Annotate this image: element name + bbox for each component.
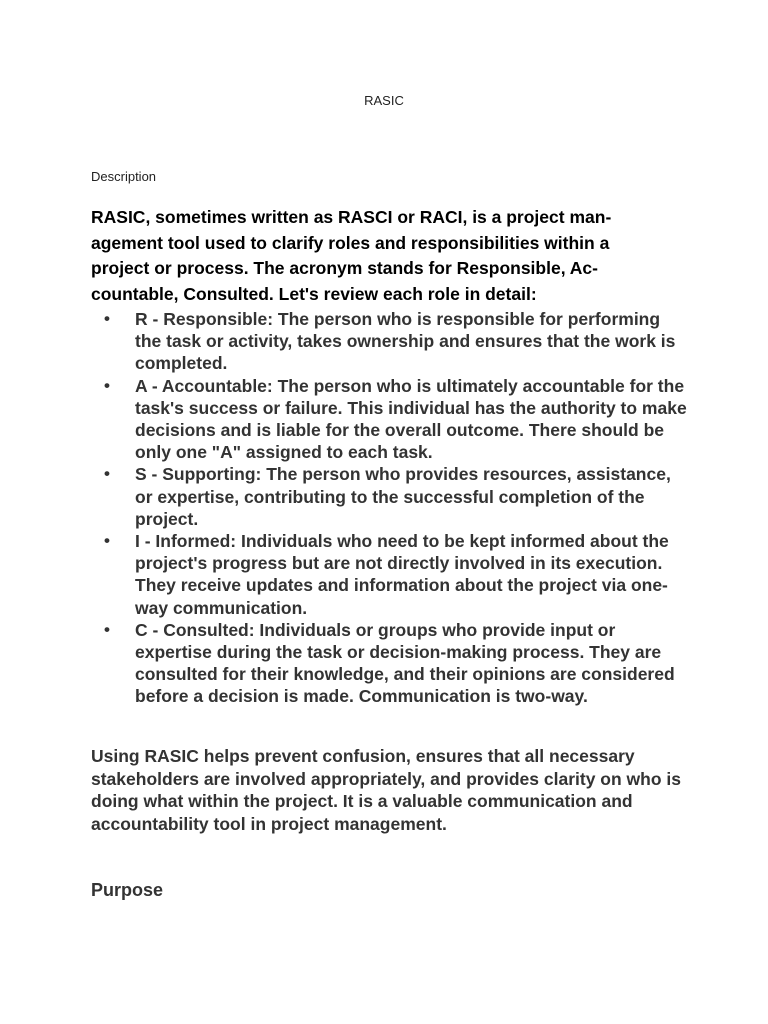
purpose-heading: Purpose xyxy=(91,880,164,900)
document-title: RASIC xyxy=(364,93,404,108)
bullet-marker: • xyxy=(104,619,110,639)
section-label-description: Description xyxy=(91,169,157,184)
role-text: C - Consulted: Individuals or groups who provide input or expertise during the task or decision-making process. They are consulted for their knowledge, and their opinions are considered before a decision is made. Communication is two-way. xyxy=(135,619,675,707)
role-item-informed xyxy=(91,530,691,619)
bullet-marker: • xyxy=(104,309,110,328)
role-item-accountable xyxy=(91,375,691,464)
bullet-marker: • xyxy=(104,375,110,395)
role-item-supporting xyxy=(91,463,691,530)
role-text: A - Accountable: The person who is ultimately accountable for the task's success or failure. This individual has the authority to make decisions and is liable for the overall outcome. There should be only one "A" assigned to each task. xyxy=(135,375,687,463)
roles-list xyxy=(91,308,691,708)
bullet-marker: • xyxy=(104,464,110,484)
role-text: R - Responsible: The person who is responsible for performing the task or activity, takes ownership and ensures that the work is completed. xyxy=(135,309,676,374)
conclusion-paragraph: Using RASIC helps prevent confusion, ensures that all necessary stakeholders are involved appropriately, and provides clarity on who is doing what within the project. It is a valuable communication and accountability tool in project management. xyxy=(91,746,681,834)
bullet-marker: • xyxy=(104,531,110,551)
role-item-responsible xyxy=(91,308,691,375)
intro-paragraph: RASIC, sometimes written as RASCI or RACI, is a project management tool used to clarify roles and responsibilities within a project or process. The acronym stands for Responsible, Accountable, Consulted. Let's review each role in detail: xyxy=(91,207,612,304)
role-text: S - Supporting: The person who provides resources, assistance, or expertise, contributing to the successful completion of the project. xyxy=(135,464,671,529)
role-text: I - Informed: Individuals who need to be kept informed about the project's progress but are not directly involved in its execution. They receive updates and information about the project via one-way communication. xyxy=(135,531,669,618)
role-item-consulted xyxy=(91,619,691,708)
